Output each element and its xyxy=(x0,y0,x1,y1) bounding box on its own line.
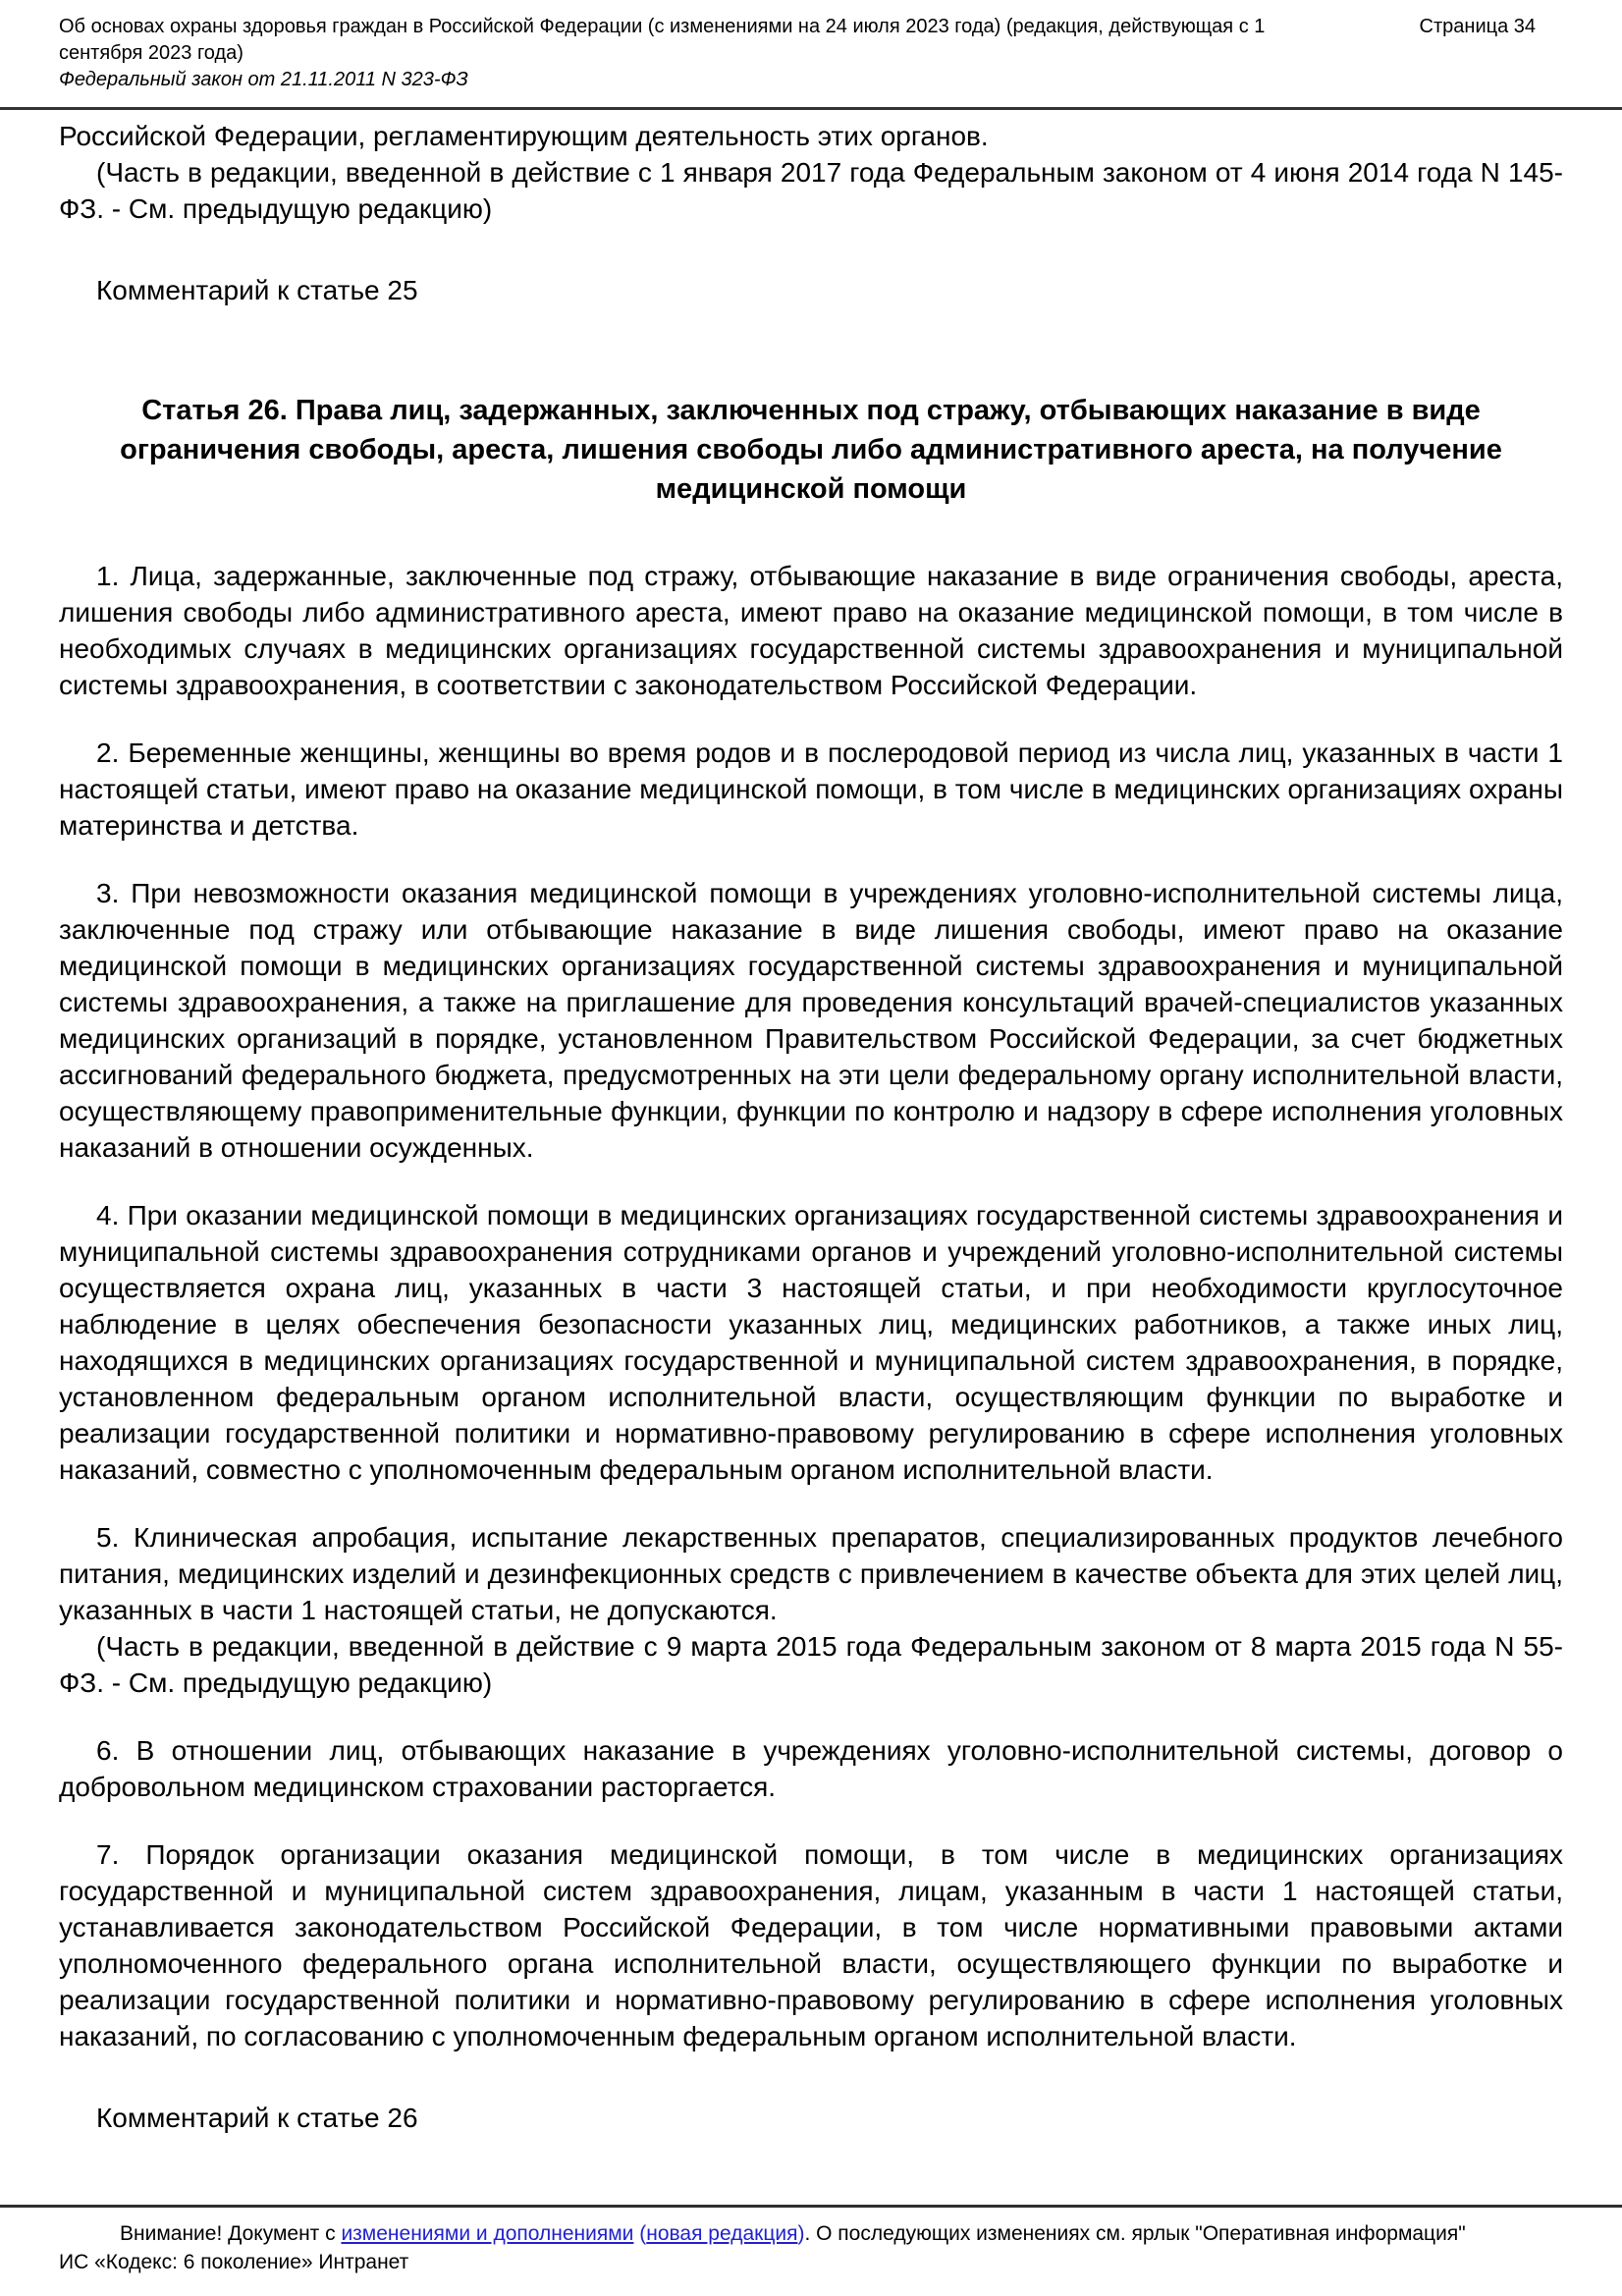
header-row xyxy=(59,14,1563,67)
article-paragraph-1: 1. Лица, задержанные, заключенные под стражу, отбывающие наказание в виде ограничения свободы, ареста, лишения свободы либо административного ареста, имеют право на оказание медицинской помощи, в том числе в необходимых случаях в медицинских организациях государственной системы здравоохранения и муниципальной системы здравоохранения, в соответствии с законодательством Российской Федерации. xyxy=(59,561,1563,700)
comment-article-25: Комментарий к статье 25 xyxy=(96,275,418,305)
continuation-paragraph: Российской Федерации, регламентирующим деятельность этих органов. xyxy=(59,121,989,151)
new-edition-link[interactable]: новая редакция xyxy=(646,2222,798,2245)
page-number-label: Страница 34 xyxy=(1419,16,1536,37)
article-26-heading: Статья 26. Права лиц, задержанных, заключенных под стражу, отбывающих наказание в виде ограничения свободы, ареста, лишения свободы либо административного ареста, на получение медицинской помощи xyxy=(120,395,1502,505)
article-paragraph-2: 2. Беременные женщины, женщины во время родов и в послеродовой период из числа лиц, указанных в части 1 настоящей статьи, имеют право на оказание медицинской помощи, в том числе в медицинских организациях охраны материнства и детства. xyxy=(59,738,1563,841)
page-header xyxy=(0,0,1622,110)
article-paragraph-3: 3. При невозможности оказания медицинской помощи в учреждениях уголовно-исполнительной системы лица, заключенные под стражу или отбывающие наказание в виде лишения свободы, имеют право на оказание медицинской помощи в медицинских организациях государственной системы здравоохранения и муниципальной системы здравоохранения, а также на приглашение для проведения консультаций врачей-специалистов указанных медицинских организаций в порядке, установленном Правительством Российской Федерации, за счет бюджетных ассигнований федерального бюджета, предусмотренных на эти цели федеральному органу исполнительной власти, осуществляющему правоприменительные функции, функции по контролю и надзору в сфере исполнения уголовных наказаний в отношении осужденных. xyxy=(59,878,1563,1163)
amendment-note-article-25: (Часть в редакции, введенной в действие с 1 января 2017 года Федеральным законом от 4 июня 2014 года N 145-ФЗ. - См. предыдущую редакцию) xyxy=(59,157,1563,224)
document-subtitle: Федеральный закон от 21.11.2011 N 323-ФЗ xyxy=(59,69,468,90)
article-paragraph-4: 4. При оказании медицинской помощи в медицинских организациях государственной системы здравоохранения и муниципальной системы здравоохранения сотрудниками органов и учреждений уголовно-исполнительной системы осуществляется охрана лиц, указанных в части 3 настоящей статьи, и при необходимости круглосуточное наблюдение в целях обеспечения безопасности указанных лиц, медицинских работников, а также иных лиц, находящихся в медицинских организациях государственной и муниципальной систем здравоохранения, в порядке, установленном федеральным органом исполнительной власти, осуществляющим функции по выработке и реализации государственной политики и нормативно-правовому регулированию в сфере исполнения уголовных наказаний, совместно с уполномоченным федеральным органом исполнительной власти. xyxy=(59,1200,1563,1485)
comment-article-26: Комментарий к статье 26 xyxy=(96,2103,418,2133)
article-paragraph-6: 6. В отношении лиц, отбывающих наказание в учреждениях уголовно-исполнительной системы, договор о добровольном медицинском страховании расторгается. xyxy=(59,1735,1563,1802)
attention-prefix: Внимание! Документ с xyxy=(120,2222,342,2245)
article-paragraph-5: 5. Клиническая апробация, испытание лекарственных препаратов, специализированных продуктов лечебного питания, медицинских изделий и дезинфекционных средств с привлечением в качестве объекта для этих целей лиц, указанных в части 1 настоящей статьи, не допускаются. xyxy=(59,1522,1563,1625)
page-footer xyxy=(0,2205,1622,2296)
document-title: Об основах охраны здоровья граждан в Российской Федерации (с изменениями на 24 июля 2023 года) (редакция, действующая с 1 сентября 2023 года) xyxy=(59,16,1266,64)
attention-note xyxy=(59,2219,1563,2248)
attention-suffix: . О последующих изменениях см. ярлык "Оперативная информация" xyxy=(804,2222,1466,2245)
amendments-link[interactable]: изменениями и дополнениями xyxy=(341,2222,634,2245)
paren-open: ( xyxy=(633,2222,647,2245)
amendment-note-paragraph-5: (Часть в редакции, введенной в действие с 9 марта 2015 года Федеральным законом от 8 марта 2015 года N 55-ФЗ. - См. предыдущую редакцию) xyxy=(59,1631,1563,1698)
document-body xyxy=(0,110,1622,2136)
article-paragraph-7: 7. Порядок организации оказания медицинской помощи, в том числе в медицинских организациях государственной и муниципальной систем здравоохранения, лицам, указанным в части 1 настоящей статьи, устанавливается законодательством Российской Федерации, в том числе нормативными правовыми актами уполномоченного федерального органа исполнительной власти, осуществляющего функции по выработке и реализации государственной политики и нормативно-правовому регулированию в сфере исполнения уголовных наказаний, по согласованию с уполномоченным федеральным органом исполнительной власти. xyxy=(59,1839,1563,2051)
information-system-label: ИС «Кодекс: 6 поколение» Интранет xyxy=(59,2251,409,2273)
paren-close: ) xyxy=(797,2222,805,2245)
